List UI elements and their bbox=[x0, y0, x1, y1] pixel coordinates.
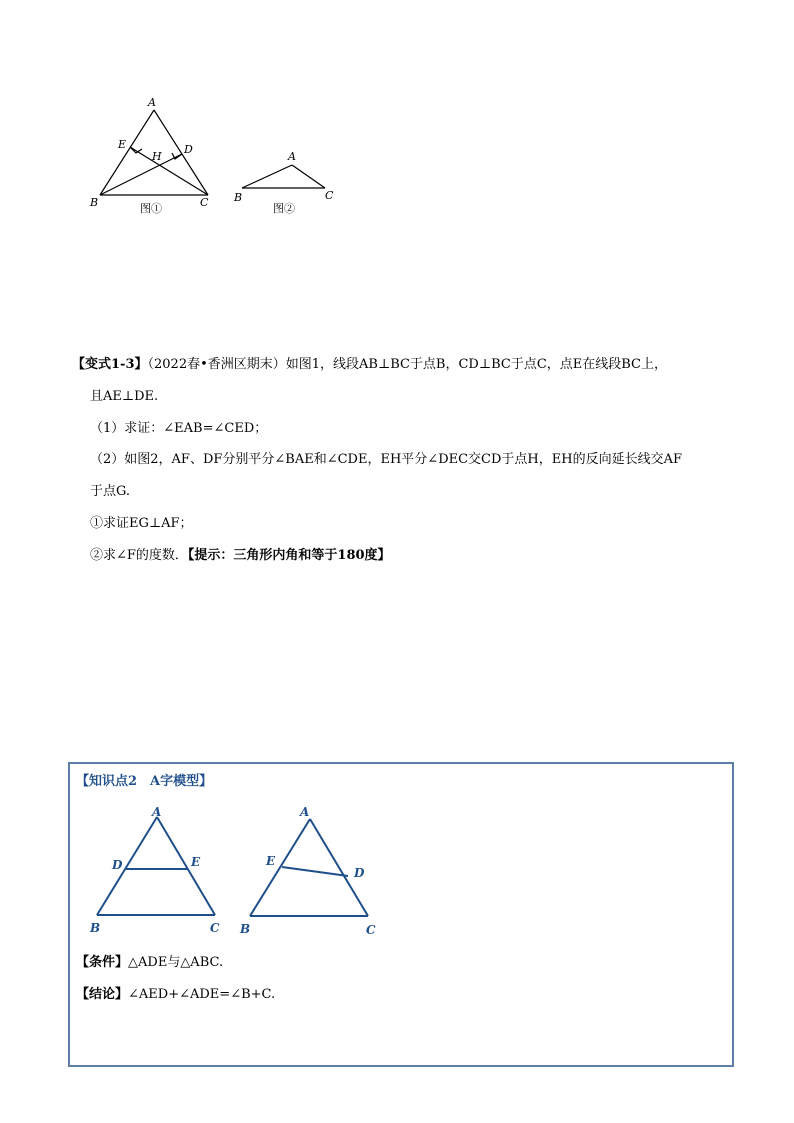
top-figures bbox=[80, 90, 360, 220]
ax2-label-e: E bbox=[266, 854, 276, 868]
fig2-label-c: C bbox=[325, 189, 334, 202]
fig1-caption: 图① bbox=[140, 202, 162, 215]
question-2-part-2-text: ②求∠F的度数． bbox=[90, 548, 188, 563]
hint: 【提示：三角形内角和等于180度】 bbox=[187, 548, 391, 563]
question-2-part-2 bbox=[90, 547, 391, 565]
fig1-label-b: B bbox=[90, 196, 99, 209]
ax1-label-e: E bbox=[191, 855, 201, 869]
question-1: （1）求证：∠EAB=∠CED； bbox=[90, 421, 268, 436]
fig1-label-e: E bbox=[118, 138, 127, 151]
problem-statement: （2022春•香洲区期末）如图1，线段AB⊥BC于点B，CD⊥BC于点C，点E在线段BC上， bbox=[147, 357, 667, 372]
condition-line bbox=[76, 951, 223, 970]
problem-line-2: 且AE⊥DE. bbox=[90, 389, 159, 404]
fig1-label-d: D bbox=[184, 143, 193, 156]
conclusion-tag: 【结论】 bbox=[76, 987, 129, 1002]
fig1-label-c: C bbox=[200, 196, 209, 209]
ax1-label-d: D bbox=[112, 858, 123, 872]
problem-tag: 【变式1-3】 bbox=[72, 357, 148, 372]
fig1-label-a: A bbox=[148, 96, 156, 109]
fig2-label-b: B bbox=[234, 191, 243, 204]
condition-text: △ADE与△ABC. bbox=[128, 955, 224, 970]
conclusion-line bbox=[76, 983, 275, 1002]
question-2-part-1: ①求证EG⊥AF； bbox=[90, 516, 193, 531]
fig2-caption: 图② bbox=[273, 202, 295, 215]
conclusion-text: ∠AED+∠ADE=∠B+C. bbox=[128, 987, 276, 1002]
ax1-label-c: C bbox=[210, 921, 220, 935]
a-model-figures bbox=[80, 800, 400, 940]
problem-line-1 bbox=[72, 356, 667, 374]
figure-2-triangle bbox=[242, 165, 325, 188]
fig1-label-h: H bbox=[152, 150, 162, 163]
ax2-label-a: A bbox=[300, 805, 310, 819]
knowledge-title: 【知识点2 A字模型】 bbox=[76, 774, 213, 789]
ax2-label-b: B bbox=[240, 922, 251, 936]
ax2-label-d: D bbox=[354, 866, 365, 880]
ax1-label-a: A bbox=[152, 805, 162, 819]
fig2-label-a: A bbox=[288, 150, 296, 163]
condition-tag: 【条件】 bbox=[76, 955, 129, 970]
question-2: （2）如图2，AF、DF分别平分∠BAE和∠CDE，EH平分∠DEC交CD于点H，EH的反向延长线交AF bbox=[90, 452, 682, 467]
ax1-label-b: B bbox=[90, 921, 101, 935]
question-2-cont: 于点G. bbox=[90, 484, 131, 499]
ax2-label-c: C bbox=[366, 923, 376, 937]
